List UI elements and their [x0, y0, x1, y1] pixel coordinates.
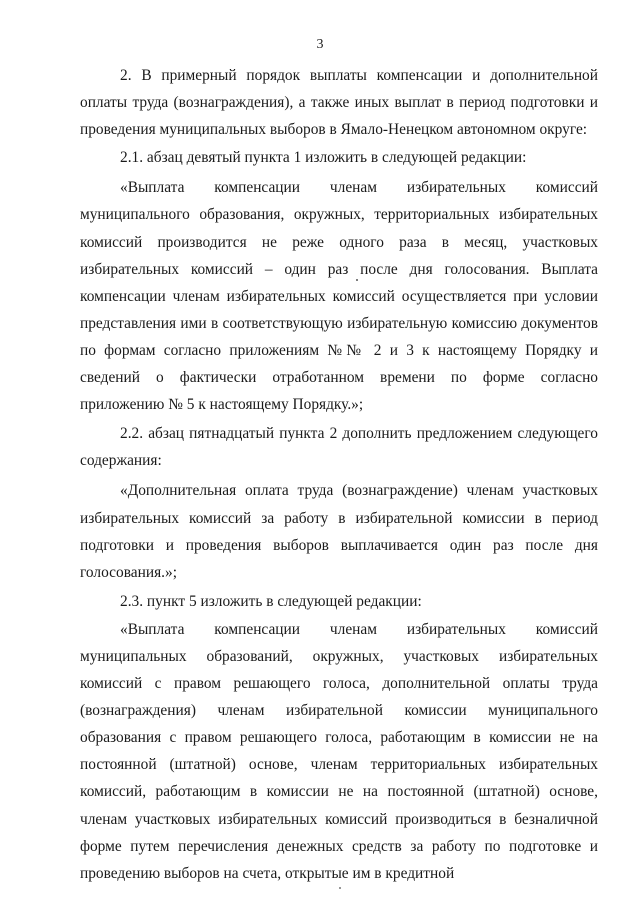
- paragraph-item-2-3: 2.3. пункт 5 изложить в следующей редакции:: [120, 592, 422, 610]
- paragraph-quote-additional-pay: «Дополнительная оплата труда (вознаграждение) членам участковых избирательных комиссий за работу в избирательной комиссии в период подготовки и проведения выборов выплачивается один раз после дня голосования.»;: [80, 482, 598, 581]
- paragraph-item-2-2: 2.2. абзац пятнадцатый пункта 2 дополнить предложением следующего содержания:: [80, 425, 598, 470]
- paragraph-quote-cashless-payment: «Выплата компенсации членам избирательных комиссий муниципальных образований, окружных, участковых избирательных комиссий с правом решающего голоса, дополнительной оплаты труда (вознаграждения) членам избирательной комиссии муниципального образования с правом решающего голоса, работающим в комиссии не на постоянной (штатной) основе, членам территориальных избирательных комиссий, работающим в комиссии не на постоянной (штатной) основе, членам участковых избирательных комиссий производиться в безналичной форме путем перечисления денежных средств за работу по подготовке и проведению выборов на счета, открытые им в кредитной: [80, 620, 598, 882]
- page-number: 3: [316, 37, 324, 52]
- scan-speck-bottom: [339, 887, 341, 889]
- paragraph-section-2: 2. В примерный порядок выплаты компенсации и дополнительной оплаты труда (вознаграждения), а также иных выплат в период подготовки и проведения муниципальных выборов в Ямало-Ненецком автономном округе:: [80, 67, 598, 139]
- document-body: [80, 62, 598, 887]
- paragraph-item-2-1: 2.1. абзац девятый пункта 1 изложить в следующей редакции:: [120, 149, 527, 167]
- scan-speck: [356, 279, 358, 281]
- paragraph-quote-payment-compensation: «Выплата компенсации членам избирательных комиссий муниципального образования, окружных, территориальных избирательных комиссий производится не реже одного раза в месяц, участковых избирательных комиссий – один раз после дня голосования. Выплата компенсации членам избирательных комиссий осуществляется при условии представления ими в соответствующую избирательную комиссию документов по формам согласно приложениям №№ 2 и 3 к настоящему Порядку и сведений о фактически отработанном времени по форме согласно приложению № 5 к настоящему Порядку.»;: [80, 179, 598, 414]
